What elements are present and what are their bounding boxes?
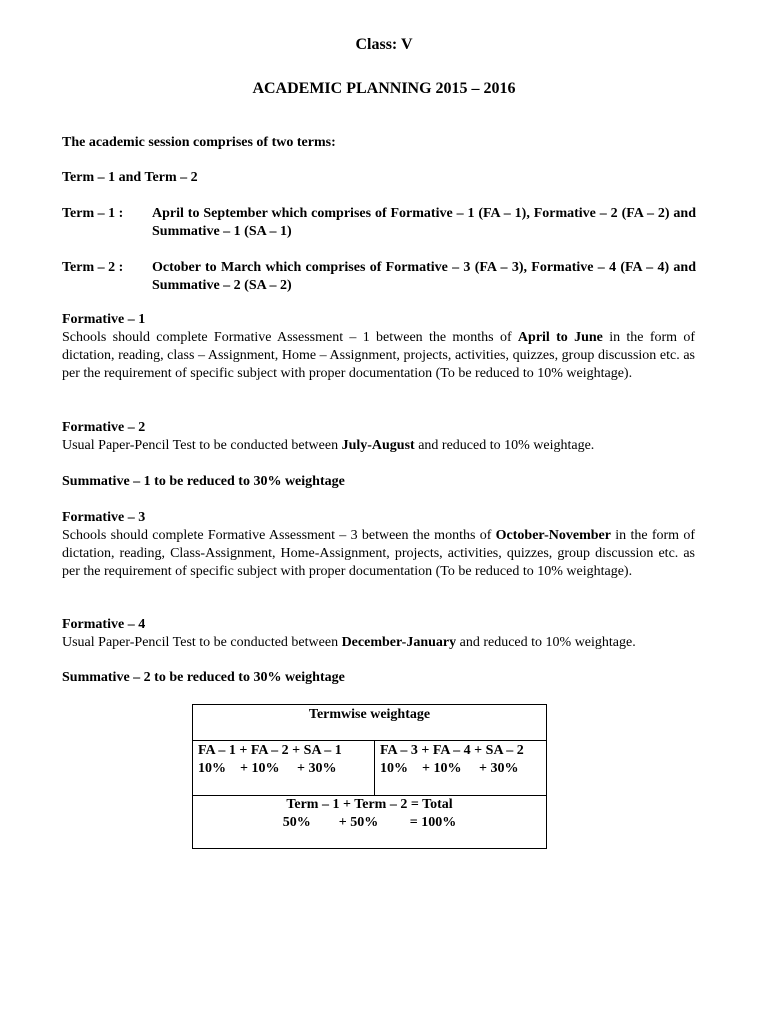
term-1-label: Term – 1 : <box>62 206 124 221</box>
session-line: The academic session comprises of two terms: <box>62 135 336 150</box>
formative-2-text-a: Usual Paper-Pencil Test to be conducted between <box>62 438 342 453</box>
term-2-text: October to March which comprises of Formative – 3 (FA – 3), Formative – 4 (FA – 4) and Summative – 2 (SA – 2) <box>152 260 696 293</box>
formative-3-text-b: in the form of dictation, reading, Class-Assignment, Home-Assignment, projects, activities, quizzes, group discussion etc. as per the requirement of specific subject with proper documentation (To be reduced to 10% weightage). <box>62 528 695 579</box>
formative-1-heading: Formative – 1 <box>62 312 146 327</box>
formative-4-body <box>62 634 695 652</box>
formative-2-months: July-August <box>341 438 415 453</box>
term-2-values: 10% + 10% + 30% <box>380 761 519 776</box>
formative-3-heading: Formative – 3 <box>62 510 146 525</box>
formative-4-text-b: and reduced to 10% weightage. <box>456 635 636 650</box>
formative-3-body <box>62 527 695 581</box>
table-divider <box>374 740 375 795</box>
formative-4-months: December-January <box>341 635 457 650</box>
table-divider <box>193 740 546 741</box>
term-1-text: April to September which comprises of Formative – 1 (FA – 1), Formative – 2 (FA – 2) and Summative – 1 (SA – 1) <box>152 206 696 239</box>
formative-1-section <box>62 311 695 383</box>
formative-4-heading: Formative – 4 <box>62 617 146 632</box>
formative-3-months: October-November <box>495 528 611 543</box>
term-2-weightage-cell <box>380 742 524 778</box>
formative-2-section <box>62 419 695 455</box>
formative-1-text-b: in the form of dictation, reading, class – Assignment, Home – Assignment, projects, activities, quizzes, group discussion etc. as per the requirement of specific subject with proper documentation (To be reduced to 10% weightage). <box>62 330 695 381</box>
weightage-table-title: Termwise weightage <box>308 707 431 722</box>
total-weightage-cell <box>193 796 546 832</box>
summative-1-line: Summative – 1 to be reduced to 30% weightage <box>62 474 345 489</box>
formative-2-text-b: and reduced to 10% weightage. <box>414 438 595 453</box>
formative-3-section <box>62 509 695 581</box>
terms-line: Term – 1 and Term – 2 <box>62 170 198 185</box>
term-1-values: 10% + 10% + 30% <box>198 761 337 776</box>
term-2-formula: FA – 3 + FA – 4 + SA – 2 <box>380 743 524 758</box>
termwise-weightage-table <box>192 704 547 849</box>
class-title: Class: V <box>355 36 413 53</box>
planning-title: ACADEMIC PLANNING 2015 – 2016 <box>252 80 516 97</box>
formative-1-months: April to June <box>517 330 603 345</box>
formative-2-heading: Formative – 2 <box>62 420 146 435</box>
formative-1-body <box>62 329 695 383</box>
formative-4-section <box>62 616 695 652</box>
term-1-weightage-cell <box>198 742 342 778</box>
term-2-label: Term – 2 : <box>62 260 124 275</box>
formative-4-text-a: Usual Paper-Pencil Test to be conducted between <box>62 635 342 650</box>
total-formula: Term – 1 + Term – 2 = Total <box>286 797 453 812</box>
total-values: 50% + 50% = 100% <box>282 815 457 830</box>
formative-3-text-a: Schools should complete Formative Assessment – 3 between the months of <box>62 528 496 543</box>
formative-1-text-a: Schools should complete Formative Assessment – 1 between the months of <box>62 330 518 345</box>
formative-2-body <box>62 437 695 455</box>
summative-2-line: Summative – 2 to be reduced to 30% weightage <box>62 670 345 685</box>
term-1-formula: FA – 1 + FA – 2 + SA – 1 <box>198 743 342 758</box>
